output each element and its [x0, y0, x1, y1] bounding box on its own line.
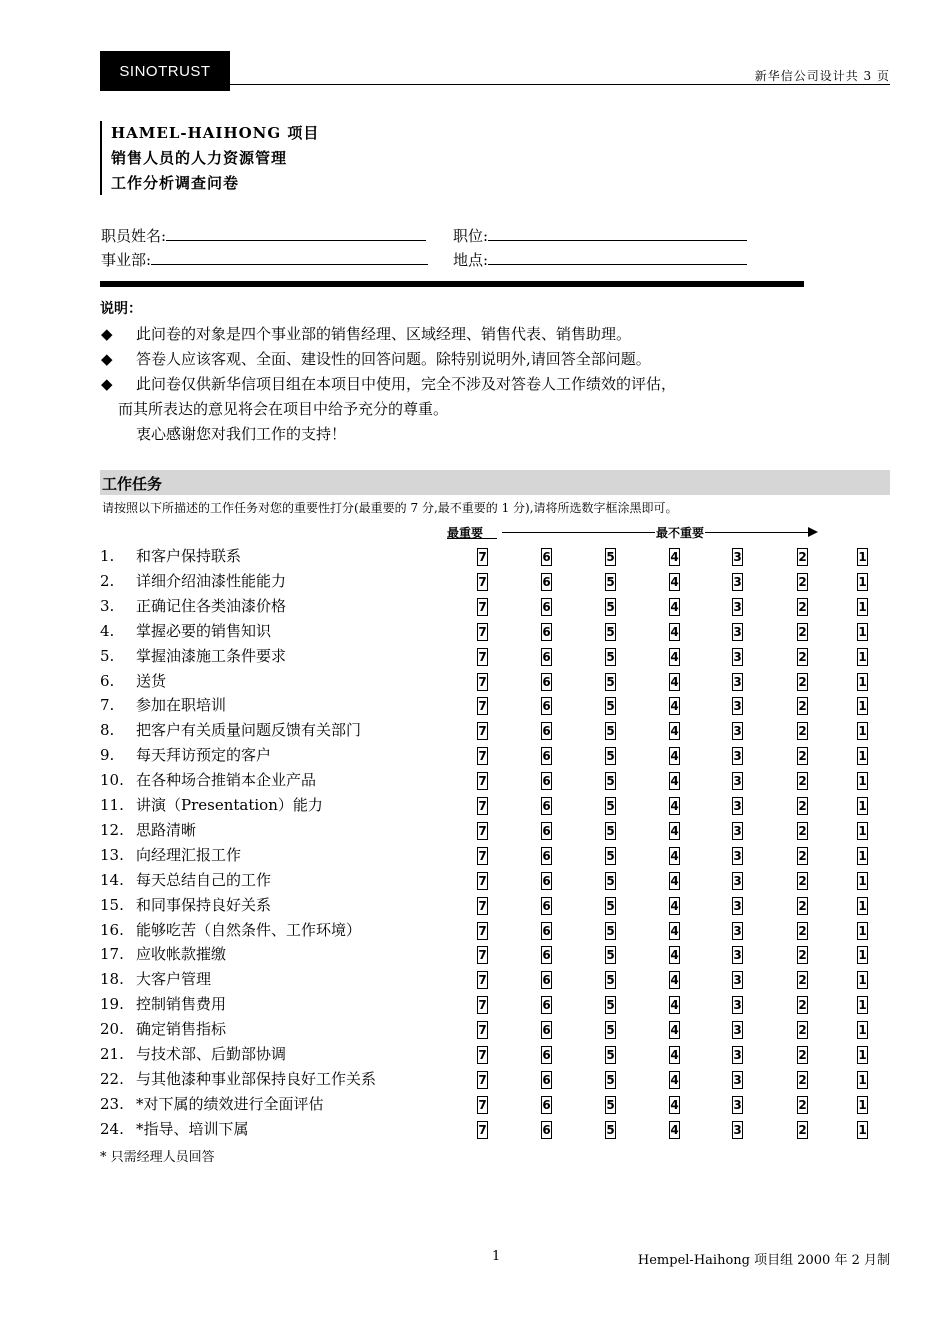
task-number: 19.: [100, 995, 124, 1014]
score-box-6[interactable]: 6: [542, 799, 551, 813]
position-label: 职位:: [453, 227, 489, 245]
page-number: 1: [492, 1249, 501, 1264]
score-box-7[interactable]: 7: [478, 599, 487, 614]
score-box-7[interactable]: 7: [478, 1097, 487, 1112]
score-box-4[interactable]: 4: [670, 948, 679, 963]
score-box-7[interactable]: 7: [478, 948, 487, 963]
score-box-2[interactable]: 2: [798, 574, 807, 589]
task-label: 向经理汇报工作: [136, 845, 242, 864]
thanks-text: 衷心感谢您对我们工作的支持！: [136, 425, 347, 443]
score-box-7[interactable]: 7: [478, 848, 487, 863]
score-box-4[interactable]: 4: [670, 674, 679, 689]
score-box-2[interactable]: 2: [798, 1048, 807, 1062]
score-box-2[interactable]: 2: [798, 873, 807, 888]
note-text: 答卷人应该客观、全面、建设性的回答问题。除特别说明外,请回答全部问题。: [136, 350, 651, 368]
task-number: 16.: [100, 920, 124, 939]
task-label: 掌握必要的销售知识: [136, 621, 272, 640]
score-box-4[interactable]: 4: [670, 624, 679, 639]
score-box-1[interactable]: 1: [858, 1097, 867, 1112]
task-number: 21.: [100, 1045, 124, 1063]
score-box-4[interactable]: 4: [670, 823, 679, 838]
employee-name-field[interactable]: [101, 225, 426, 246]
score-box-2[interactable]: 2: [798, 550, 807, 564]
score-box-1[interactable]: 1: [858, 1072, 867, 1087]
score-box-7[interactable]: 7: [478, 998, 487, 1013]
score-box-4[interactable]: 4: [670, 1048, 679, 1062]
score-box-5[interactable]: 5: [606, 873, 615, 888]
score-box-4[interactable]: 4: [670, 973, 679, 988]
task-label: 参加在职培训: [136, 696, 227, 715]
header-divider: [230, 84, 890, 85]
score-box-4[interactable]: 4: [670, 774, 679, 789]
score-box-4[interactable]: 4: [670, 799, 679, 813]
score-box-3[interactable]: 3: [733, 724, 742, 739]
task-label: 和客户保持联系: [136, 547, 242, 565]
score-box-4[interactable]: 4: [670, 848, 679, 863]
diamond-bullet-icon: ◆: [101, 350, 113, 368]
score-box-1[interactable]: 1: [858, 1023, 867, 1038]
note-item: [101, 348, 651, 369]
division-label: 事业部:: [101, 251, 152, 269]
task-row: [100, 1067, 890, 1092]
score-box-2[interactable]: 2: [798, 1023, 807, 1038]
task-number: 8.: [100, 721, 115, 740]
task-label: *指导、培训下属: [136, 1119, 249, 1138]
score-box-4[interactable]: 4: [670, 550, 679, 564]
task-row: [100, 1042, 890, 1067]
task-label: 应收帐款摧缴: [136, 945, 227, 964]
score-box-6[interactable]: 6: [542, 823, 551, 838]
task-label: 每天拜访预定的客户: [136, 746, 272, 765]
score-box-1[interactable]: 1: [858, 724, 867, 739]
score-box-1[interactable]: 1: [858, 599, 867, 614]
score-box-3[interactable]: 3: [733, 873, 742, 888]
rating-instruction: 请按照以下所描述的工作任务对您的重要性打分(最重要的 7 分,最不重要的 1 分),请将所选数字框涂黑即可。: [102, 501, 678, 515]
score-box-7[interactable]: 7: [478, 923, 487, 938]
score-box-7[interactable]: 7: [478, 1122, 487, 1137]
score-box-2[interactable]: 2: [798, 823, 807, 838]
score-box-3[interactable]: 3: [733, 574, 742, 589]
score-box-7[interactable]: 7: [478, 749, 487, 764]
footnote: * 只需经理人员回答: [100, 1150, 215, 1165]
score-box-6[interactable]: 6: [542, 724, 551, 739]
task-row: [100, 768, 890, 793]
title-line-2: 销售人员的人力资源管理: [111, 149, 288, 167]
task-row: [100, 942, 890, 967]
task-row: [100, 1017, 890, 1042]
section-divider: [100, 281, 804, 287]
score-box-4[interactable]: 4: [670, 574, 679, 589]
score-box-6[interactable]: 6: [542, 699, 551, 714]
score-box-2[interactable]: 2: [798, 624, 807, 639]
task-label: *对下属的绩效进行全面评估: [136, 1094, 324, 1113]
task-number: 7.: [100, 696, 115, 715]
score-box-1[interactable]: 1: [858, 774, 867, 789]
score-box-3[interactable]: 3: [733, 923, 742, 938]
score-box-4[interactable]: 4: [670, 1023, 679, 1038]
diamond-bullet-icon: ◆: [101, 375, 113, 393]
task-label: 讲演（Presentation）能力: [136, 796, 323, 814]
score-box-7[interactable]: 7: [478, 1048, 487, 1062]
score-box-3[interactable]: 3: [733, 674, 742, 689]
score-box-2[interactable]: 2: [798, 923, 807, 938]
task-label: 思路清晰: [136, 820, 197, 839]
score-box-2[interactable]: 2: [798, 699, 807, 714]
notes-title: 说明：: [100, 301, 142, 317]
position-field[interactable]: [453, 225, 747, 246]
score-box-7[interactable]: 7: [478, 823, 487, 838]
location-field[interactable]: [453, 249, 747, 270]
score-box-3[interactable]: 3: [733, 1122, 742, 1137]
score-box-7[interactable]: 7: [478, 624, 487, 639]
score-box-4[interactable]: 4: [670, 1097, 679, 1112]
employee-name-input[interactable]: [166, 226, 426, 241]
score-box-1[interactable]: 1: [858, 873, 867, 888]
task-number: 1.: [100, 547, 115, 565]
task-label: 正确记住各类油漆价格: [136, 596, 287, 615]
arrow-right-icon: [808, 527, 818, 537]
location-input[interactable]: [488, 250, 747, 265]
score-box-1[interactable]: 1: [858, 574, 867, 589]
task-row: [100, 843, 890, 868]
score-box-4[interactable]: 4: [670, 649, 679, 664]
score-box-2[interactable]: 2: [798, 599, 807, 614]
score-box-5[interactable]: 5: [606, 1072, 615, 1087]
task-row: [100, 718, 890, 743]
note-item: [101, 373, 676, 394]
score-box-7[interactable]: 7: [478, 550, 487, 564]
task-row: [100, 743, 890, 768]
score-box-2[interactable]: 2: [798, 724, 807, 739]
score-box-3[interactable]: 3: [733, 898, 742, 913]
score-box-6[interactable]: 6: [542, 923, 551, 938]
score-box-6[interactable]: 6: [542, 1023, 551, 1038]
score-box-3[interactable]: 3: [733, 948, 742, 963]
score-box-3[interactable]: 3: [733, 749, 742, 764]
scale-most-important: 最重要: [447, 526, 484, 540]
division-input[interactable]: [151, 250, 428, 265]
score-box-5[interactable]: 5: [606, 848, 615, 863]
score-box-3[interactable]: 3: [733, 1097, 742, 1112]
score-box-3[interactable]: 3: [733, 848, 742, 863]
score-box-3[interactable]: 3: [733, 649, 742, 664]
score-box-1[interactable]: 1: [858, 973, 867, 988]
score-box-1[interactable]: 1: [858, 998, 867, 1013]
task-number: 9.: [100, 746, 115, 765]
task-number: 18.: [100, 970, 124, 989]
score-box-3[interactable]: 3: [733, 699, 742, 714]
score-box-3[interactable]: 3: [733, 550, 742, 564]
score-box-5[interactable]: 5: [606, 649, 615, 664]
section-title: 工作任务: [102, 475, 163, 493]
score-box-7[interactable]: 7: [478, 774, 487, 789]
score-box-2[interactable]: 2: [798, 774, 807, 789]
score-box-5[interactable]: 5: [606, 550, 615, 564]
score-box-2[interactable]: 2: [798, 848, 807, 863]
task-row: [100, 818, 890, 843]
task-number: 10.: [100, 771, 124, 790]
score-box-2[interactable]: 2: [798, 1097, 807, 1112]
score-box-1[interactable]: 1: [858, 1122, 867, 1137]
scale-least-important: 最不重要: [656, 526, 705, 540]
score-box-2[interactable]: 2: [798, 998, 807, 1013]
task-number: 17.: [100, 945, 124, 964]
header-page-info: 新华信公司设计共 3 页: [754, 69, 890, 83]
score-box-6[interactable]: 6: [542, 1048, 551, 1062]
scale-underline: [447, 538, 497, 539]
score-box-6[interactable]: 6: [542, 898, 551, 913]
score-box-6[interactable]: 6: [542, 649, 551, 664]
score-box-4[interactable]: 4: [670, 998, 679, 1013]
task-label: 详细介绍油漆性能能力: [136, 571, 287, 590]
score-box-3[interactable]: 3: [733, 799, 742, 813]
task-number: 13.: [100, 845, 124, 864]
score-box-6[interactable]: 6: [542, 749, 551, 764]
score-box-7[interactable]: 7: [478, 799, 487, 813]
task-row: [100, 1117, 890, 1142]
score-box-6[interactable]: 6: [542, 973, 551, 988]
score-box-5[interactable]: 5: [606, 774, 615, 789]
task-label: 和同事保持良好关系: [136, 895, 272, 914]
score-box-4[interactable]: 4: [670, 749, 679, 764]
score-box-5[interactable]: 5: [606, 973, 615, 988]
score-box-7[interactable]: 7: [478, 649, 487, 664]
score-box-1[interactable]: 1: [858, 624, 867, 639]
score-box-6[interactable]: 6: [542, 848, 551, 863]
location-label: 地点:: [453, 251, 489, 269]
task-row: [100, 569, 890, 594]
task-label: 每天总结自己的工作: [136, 870, 272, 889]
score-box-1[interactable]: 1: [858, 1048, 867, 1062]
score-box-4[interactable]: 4: [670, 599, 679, 614]
score-box-6[interactable]: 6: [542, 550, 551, 564]
note-item: [101, 323, 631, 344]
document-title: [100, 121, 319, 195]
footer-credit: Hempel-Haihong 项目组 2000 年 2 月制: [637, 1253, 890, 1268]
task-number: 12.: [100, 820, 124, 839]
score-box-5[interactable]: 5: [606, 823, 615, 838]
diamond-bullet-icon: ◆: [101, 325, 113, 343]
score-box-2[interactable]: 2: [798, 649, 807, 664]
score-box-7[interactable]: 7: [478, 674, 487, 689]
score-box-2[interactable]: 2: [798, 799, 807, 813]
score-box-1[interactable]: 1: [858, 848, 867, 863]
score-box-7[interactable]: 7: [478, 898, 487, 913]
score-box-4[interactable]: 4: [670, 699, 679, 714]
score-box-6[interactable]: 6: [542, 599, 551, 614]
task-row: [100, 594, 890, 619]
score-box-2[interactable]: 2: [798, 948, 807, 963]
score-box-5[interactable]: 5: [606, 624, 615, 639]
score-box-6[interactable]: 6: [542, 624, 551, 639]
score-box-7[interactable]: 7: [478, 973, 487, 988]
task-row: [100, 893, 890, 918]
score-box-7[interactable]: 7: [478, 873, 487, 888]
score-box-1[interactable]: 1: [858, 749, 867, 764]
score-box-3[interactable]: 3: [733, 599, 742, 614]
score-box-5[interactable]: 5: [606, 1122, 615, 1137]
task-number: 22.: [100, 1069, 124, 1088]
note-text: 此问卷仅供新华信项目组在本项目中使用，完全不涉及对答卷人工作绩效的评估，: [136, 375, 677, 393]
score-box-2[interactable]: 2: [798, 674, 807, 689]
task-number: 20.: [100, 1020, 124, 1039]
score-box-5[interactable]: 5: [606, 1023, 615, 1038]
score-box-6[interactable]: 6: [542, 674, 551, 689]
score-box-6[interactable]: 6: [542, 774, 551, 789]
task-row: [100, 868, 890, 893]
task-row: [100, 992, 890, 1017]
score-box-7[interactable]: 7: [478, 1072, 487, 1087]
sinotrust-logo: SINOTRUST: [100, 51, 230, 91]
task-number: 23.: [100, 1094, 124, 1113]
score-box-3[interactable]: 3: [733, 1048, 742, 1062]
score-box-4[interactable]: 4: [670, 898, 679, 913]
score-box-5[interactable]: 5: [606, 674, 615, 689]
score-box-1[interactable]: 1: [858, 649, 867, 664]
score-box-6[interactable]: 6: [542, 873, 551, 888]
score-box-5[interactable]: 5: [606, 599, 615, 614]
task-number: 3.: [100, 596, 115, 615]
score-box-4[interactable]: 4: [670, 724, 679, 739]
score-box-5[interactable]: 5: [606, 1097, 615, 1112]
score-box-6[interactable]: 6: [542, 1072, 551, 1087]
title-line-1: HAMEL-HAIHONG 项目: [111, 124, 320, 142]
task-number: 11.: [100, 796, 124, 814]
task-row: [100, 1092, 890, 1117]
score-box-7[interactable]: 7: [478, 724, 487, 739]
task-number: 15.: [100, 895, 124, 914]
score-box-3[interactable]: 3: [733, 998, 742, 1013]
task-label: 确定销售指标: [136, 1020, 227, 1039]
score-box-6[interactable]: 6: [542, 1122, 551, 1137]
score-box-1[interactable]: 1: [858, 550, 867, 564]
score-box-5[interactable]: 5: [606, 699, 615, 714]
score-box-1[interactable]: 1: [858, 799, 867, 813]
task-label: 送货: [136, 671, 167, 690]
score-box-2[interactable]: 2: [798, 973, 807, 988]
score-box-6[interactable]: 6: [542, 948, 551, 963]
division-field[interactable]: [101, 249, 428, 270]
task-row: [100, 644, 890, 669]
section-header-bar: [100, 470, 890, 495]
score-box-2[interactable]: 2: [798, 1072, 807, 1087]
score-box-5[interactable]: 5: [606, 574, 615, 589]
score-box-3[interactable]: 3: [733, 774, 742, 789]
score-box-5[interactable]: 5: [606, 898, 615, 913]
score-box-3[interactable]: 3: [733, 624, 742, 639]
position-input[interactable]: [488, 226, 747, 241]
task-number: 5.: [100, 646, 115, 665]
score-box-3[interactable]: 3: [733, 1023, 742, 1038]
task-row: [100, 793, 890, 818]
score-box-5[interactable]: 5: [606, 749, 615, 764]
score-box-5[interactable]: 5: [606, 799, 615, 813]
task-row: [100, 693, 890, 718]
score-box-5[interactable]: 5: [606, 724, 615, 739]
score-box-5[interactable]: 5: [606, 998, 615, 1013]
score-box-4[interactable]: 4: [670, 1122, 679, 1137]
score-box-1[interactable]: 1: [858, 674, 867, 689]
score-box-6[interactable]: 6: [542, 998, 551, 1013]
task-label: 与技术部、后勤部协调: [136, 1045, 287, 1063]
task-number: 24.: [100, 1119, 124, 1138]
task-row: [100, 619, 890, 644]
score-box-4[interactable]: 4: [670, 1072, 679, 1087]
task-row: [100, 967, 890, 992]
score-box-2[interactable]: 2: [798, 898, 807, 913]
score-box-3[interactable]: 3: [733, 1072, 742, 1087]
score-box-7[interactable]: 7: [478, 574, 487, 589]
task-number: 2.: [100, 571, 115, 590]
task-label: 掌握油漆施工条件要求: [136, 646, 287, 665]
score-box-1[interactable]: 1: [858, 699, 867, 714]
score-box-4[interactable]: 4: [670, 923, 679, 938]
score-box-1[interactable]: 1: [858, 898, 867, 913]
note-continuation: 而其所表达的意见将会在项目中给予充分的尊重。: [118, 400, 449, 418]
employee-name-label: 职员姓名:: [101, 227, 167, 245]
score-box-1[interactable]: 1: [858, 923, 867, 938]
score-box-5[interactable]: 5: [606, 1048, 615, 1062]
task-label: 与其他漆种事业部保持良好工作关系: [136, 1069, 377, 1088]
task-row: [100, 669, 890, 694]
task-row: [100, 918, 890, 943]
score-box-2[interactable]: 2: [798, 749, 807, 764]
score-box-2[interactable]: 2: [798, 1122, 807, 1137]
task-row: [100, 544, 890, 569]
score-box-6[interactable]: 6: [542, 1097, 551, 1112]
task-label: 大客户管理: [136, 970, 212, 989]
task-label: 能够吃苦（自然条件、工作环境）: [136, 920, 362, 939]
score-box-5[interactable]: 5: [606, 923, 615, 938]
task-number: 4.: [100, 621, 115, 640]
score-box-7[interactable]: 7: [478, 699, 487, 714]
score-box-4[interactable]: 4: [670, 873, 679, 888]
score-box-3[interactable]: 3: [733, 823, 742, 838]
task-label: 把客户有关质量问题反馈有关部门: [136, 721, 362, 740]
score-box-1[interactable]: 1: [858, 948, 867, 963]
score-box-6[interactable]: 6: [542, 574, 551, 589]
note-text: 此问卷的对象是四个事业部的销售经理、区域经理、销售代表、销售助理。: [136, 325, 632, 343]
task-number: 6.: [100, 671, 115, 690]
task-label: 在各种场合推销本企业产品: [136, 771, 317, 790]
score-box-1[interactable]: 1: [858, 823, 867, 838]
score-box-7[interactable]: 7: [478, 1023, 487, 1038]
task-number: 14.: [100, 870, 124, 889]
score-box-3[interactable]: 3: [733, 973, 742, 988]
title-line-3: 工作分析调查问卷: [111, 174, 240, 192]
task-label: 控制销售费用: [136, 995, 227, 1014]
score-box-5[interactable]: 5: [606, 948, 615, 963]
